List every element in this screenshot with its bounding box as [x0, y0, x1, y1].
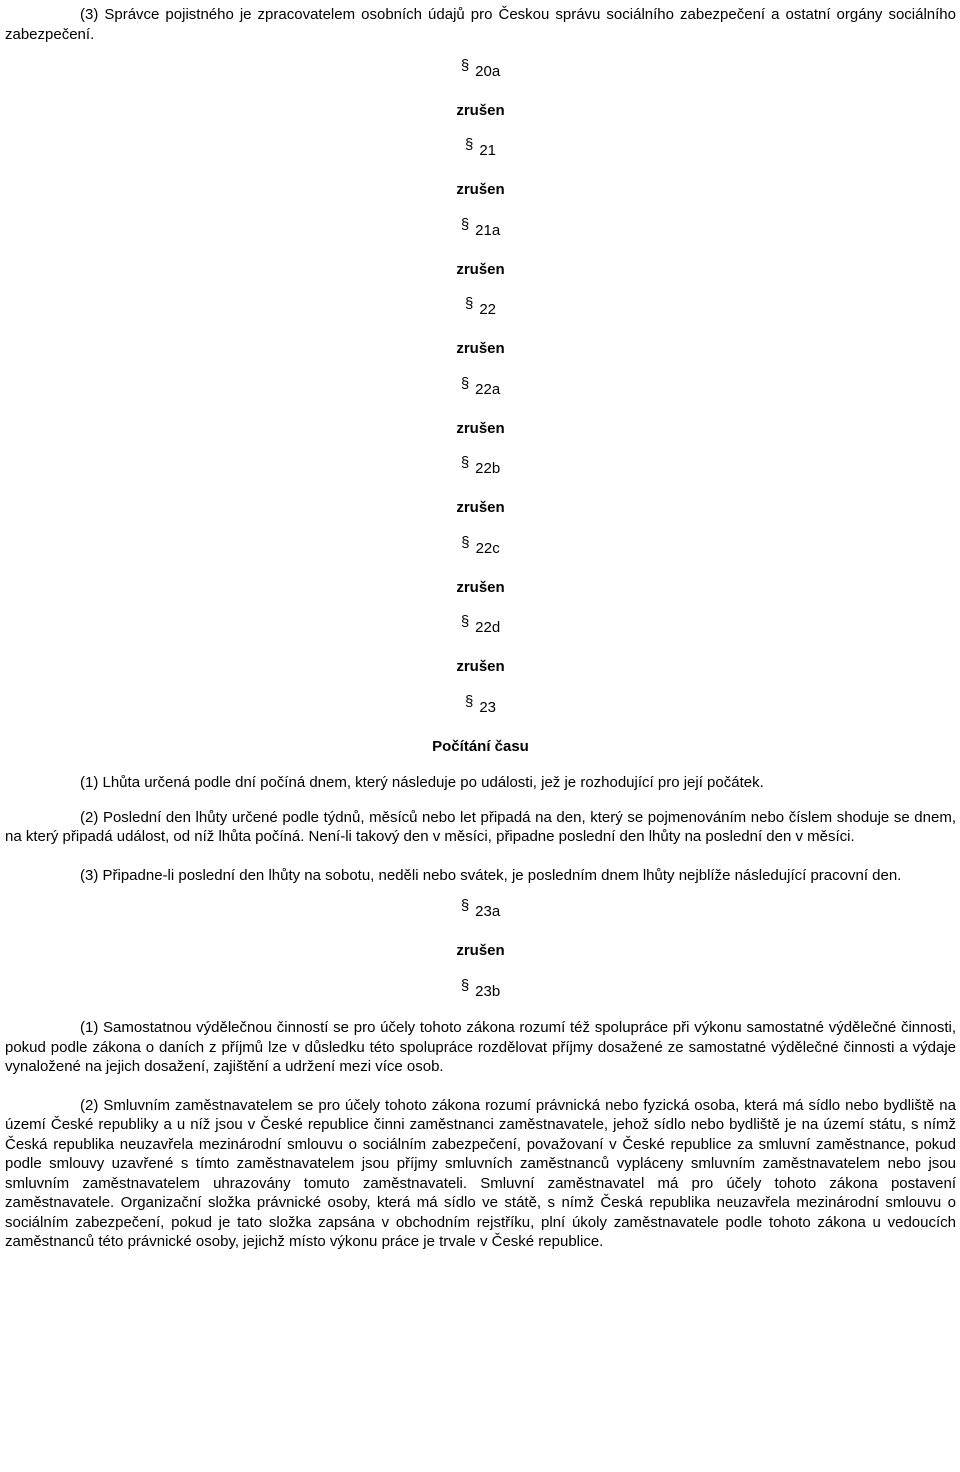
- section-number: 20a: [475, 62, 501, 80]
- section-sign: §: [460, 613, 470, 630]
- section-title-22d: zrušen: [456, 658, 505, 675]
- section-sign: §: [460, 374, 470, 392]
- section-title-21a: zrušen: [456, 260, 505, 278]
- section-sign: §: [460, 215, 470, 233]
- section-number: 22d: [475, 619, 501, 636]
- section-heading-22a: [5, 374, 956, 400]
- section-sign: §: [460, 897, 470, 914]
- section-heading-22c: [5, 533, 956, 559]
- section-23-paragraph-2: (2) Poslední den lhůty určené podle týdnů, měsíců nebo let připadá na den, který se pojmenováním nebo číslem shoduje se dnem, na který připadá událost, od níž lhůta počíná. Není-li takový den v měsíci, připadne poslední den lhůty na poslední den v měsíci.: [5, 808, 956, 845]
- section-number: 22c: [475, 539, 500, 557]
- section-title-21: zrušen: [456, 181, 505, 198]
- section-23b-paragraph-2: (2) Smluvním zaměstnavatelem se pro účely tohoto zákona rozumí právnická nebo fyzická osoba, která má sídlo nebo bydliště na území České republiky a u níž jsou v České republice činni zaměstnanci zaměstnavatele, jehož sídlo nebo bydliště je na území státu, s nímž Česká republika neuzavřela mezinárodní smlouvu o sociálním zabezpečení, považovaní v České republice za smluvní zaměstnance, pokud podle smlouvy uzavřené s tímto zaměstnavatelem jsou příjmy smluvních zaměstnanců vypláceny smluvním zaměstnavatelem nebo jsou smluvním zaměstnavatelem uhrazovány tomuto zaměstnavateli. Smluvní zaměstnavatel má pro účely tohoto zákona postavení zaměstnavatele. Organizační složka právnické osoby, která má sídlo ve státě, s nímž Česká republika neuzavřela mezinárodní smlouvu o sociálním zabezpečení, pokud je tato složka zapsána v obchodním rejstříku, plní úkoly zaměstnavatele podle tohoto zákona u vedoucích zaměstnanců této právnické osoby, jejichž místo výkonu práce je trvale v České republice.: [5, 1096, 956, 1250]
- section-title-22b: zrušen: [456, 499, 505, 516]
- section-sign: §: [464, 692, 474, 710]
- section-number: 21a: [475, 221, 501, 239]
- section-number: 23b: [475, 982, 501, 1000]
- section-sign: §: [460, 976, 470, 994]
- section-title-22c: zrušen: [456, 578, 505, 596]
- section-heading-22: [5, 295, 956, 320]
- section-sign: §: [460, 454, 470, 471]
- intro-paragraph: (3) Správce pojistného je zpracovatelem osobních údajů pro Českou správu sociálního zabezpečení a ostatní orgány sociálního zabezpečení.: [5, 6, 956, 43]
- section-sign: §: [461, 533, 470, 551]
- section-heading-21: [5, 136, 956, 161]
- section-23b-paragraph-1: (1) Samostatnou výdělečnou činností se pro účely tohoto zákona rozumí též spolupráce při výkonu samostatné výdělečné činnosti, pokud podle zákona o daních z příjmů lze v důsledku této spolupráce rozdělovat příjmy dosažené ze samostatné výdělečné činnosti a výdaje vynaložené na jejich dosažení, zajištění a udržení mezi více osob.: [5, 1019, 956, 1075]
- section-heading-23: [5, 692, 956, 718]
- section-heading-22b: [5, 454, 956, 479]
- section-number: 22b: [475, 460, 501, 477]
- section-title-20a: zrušen: [456, 101, 505, 119]
- section-heading-20a: [5, 56, 956, 82]
- section-23-paragraph-3: (3) Připadne-li poslední den lhůty na sobotu, neděli nebo svátek, je posledním dnem lhůty nejblíže následující pracovní den.: [80, 866, 902, 884]
- section-number: 23a: [475, 903, 501, 920]
- section-number: 22: [479, 301, 497, 318]
- section-heading-23a: [5, 897, 956, 922]
- section-heading-23b: [5, 976, 956, 1002]
- document-page: [5, 5, 956, 1252]
- section-number: 23: [479, 698, 497, 716]
- section-heading-21a: [5, 215, 956, 241]
- section-title-23a: zrušen: [456, 942, 505, 959]
- section-number: 21: [479, 142, 497, 159]
- section-23-paragraph-1: (1) Lhůta určená podle dní počíná dnem, který následuje po události, jež je rozhodující pro její počátek.: [80, 774, 764, 791]
- section-number: 22a: [475, 380, 501, 398]
- section-title-22a: zrušen: [456, 419, 505, 437]
- section-sign: §: [460, 56, 470, 74]
- section-title-22: zrušen: [456, 340, 505, 357]
- section-sign: §: [464, 136, 474, 153]
- section-sign: §: [464, 295, 474, 312]
- section-heading-22d: [5, 613, 956, 638]
- section-title-23: Počítání času: [432, 737, 529, 755]
